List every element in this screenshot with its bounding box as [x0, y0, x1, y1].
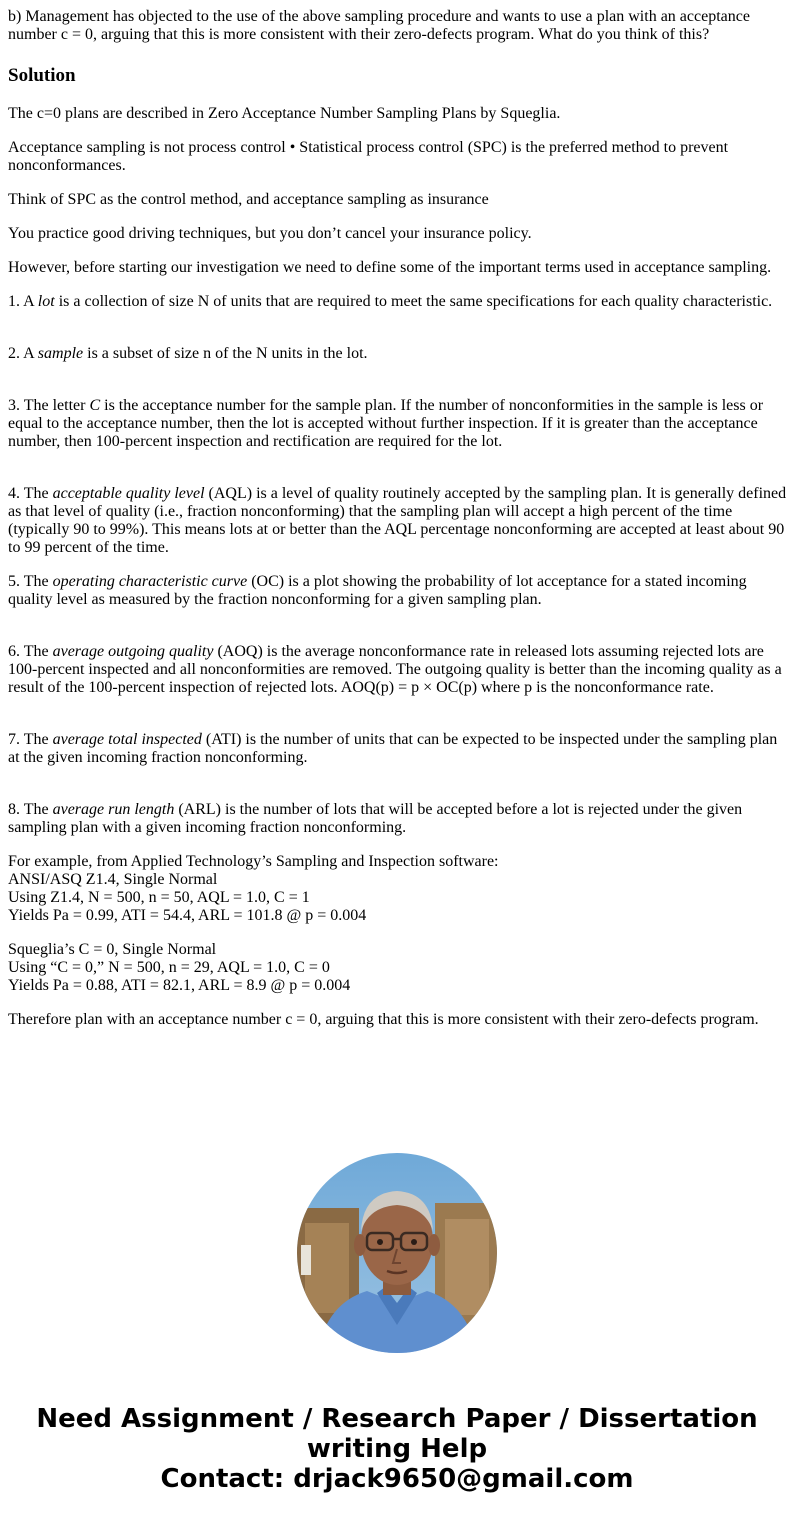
definition-term: average total inspected — [52, 731, 202, 748]
definition-term: operating characteristic curve — [52, 573, 248, 590]
definition-term: average run length — [52, 801, 175, 818]
definition-item: 6. The average outgoing quality (AOQ) is the average nonconformance rate in released lots assuming rejected lots are 100-percent inspected and all nonconformities are removed. The outgoing quality is better than the incoming quality as a result of the 100-percent inspection of rejected lots. AOQ(p) = p × OC(p) where p is the nonconformance rate. — [8, 643, 782, 696]
intro-paragraph: The c=0 plans are described in Zero Acceptance Number Sampling Plans by Squeglia. — [8, 105, 561, 122]
footer-line: Need Assignment / Research Paper / Dissertation — [36, 1404, 758, 1434]
intro-paragraph: Acceptance sampling is not process control • Statistical process control (SPC) is the preferred method to prevent nonconformances. — [8, 139, 729, 174]
author-photo — [297, 1153, 497, 1353]
definition-term: sample — [37, 345, 84, 362]
example-block: Squeglia’s C = 0, Single Normal Using “C = 0,” N = 500, n = 29, AQL = 1.0, C = 0 Yields Pa = 0.88, ATI = 82.1, ARL = 8.9 @ p = 0.004 — [8, 941, 351, 994]
intro-paragraph: You practice good driving techniques, but you don’t cancel your insurance policy. — [8, 225, 532, 242]
document-body — [8, 8, 788, 1045]
definition-term: C — [89, 397, 101, 414]
solution-heading: Solution — [8, 65, 76, 86]
conclusion-text: Therefore plan with an acceptance number c = 0, arguing that this is more consistent with their zero-defects program. — [8, 1011, 759, 1028]
footer-banner — [0, 1404, 794, 1494]
footer-line: writing Help — [306, 1434, 488, 1464]
question-text: b) Management has objected to the use of the above sampling procedure and wants to use a plan with an acceptance number c = 0, arguing that this is more consistent with their zero-defects program. What do you think of this? — [8, 8, 750, 43]
definition-term: acceptable quality level — [52, 485, 205, 502]
example-block: For example, from Applied Technology’s Sampling and Inspection software: ANSI/ASQ Z1.4, Single Normal Using Z1.4, N = 500, n = 50, AQL = 1.0, C = 1 Yields Pa = 0.99, ATI = 54.4, ARL = 101.8 @ p = 0.004 — [8, 853, 499, 924]
definition-item: 2. A sample is a subset of size n of the N units in the lot. — [8, 345, 368, 362]
definition-term: average outgoing quality — [52, 643, 214, 660]
definition-item: 7. The average total inspected (ATI) is the number of units that can be expected to be inspected under the sampling plan at the given incoming fraction nonconforming. — [8, 731, 778, 766]
definition-item: 1. A lot is a collection of size N of units that are required to meet the same specifications for each quality characteristic. — [8, 293, 773, 310]
intro-paragraph: However, before starting our investigation we need to define some of the important terms used in acceptance sampling. — [8, 259, 772, 276]
definition-item: 8. The average run length (ARL) is the number of lots that will be accepted before a lot is rejected under the given sampling plan with a given incoming fraction nonconforming. — [8, 801, 743, 836]
portrait-image — [297, 1153, 497, 1353]
footer-contact: Contact: drjack9650@gmail.com — [160, 1464, 634, 1494]
definition-term: lot — [37, 293, 55, 310]
definition-item: 4. The acceptable quality level (AQL) is a level of quality routinely accepted by the sampling plan. It is generally defined as that level of quality (i.e., fraction nonconforming) that the sampling plan will accept a high percent of the time (typically 90 to 99%). This means lots at or better than the AQL percentage nonconforming are accepted at least about 90 to 99 percent of the time. — [8, 485, 787, 556]
intro-paragraph: Think of SPC as the control method, and acceptance sampling as insurance — [8, 191, 489, 208]
definition-item: 5. The operating characteristic curve (OC) is a plot showing the probability of lot acceptance for a stated incoming quality level as measured by the fraction nonconforming for a given sampling plan. — [8, 573, 747, 608]
definition-item: 3. The letter C is the acceptance number for the sample plan. If the number of nonconformities in the sample is less or equal to the acceptance number, then the lot is accepted without further inspection. If it is greater than the acceptance number, then 100-percent inspection and rectification are required for the lot. — [8, 397, 764, 450]
